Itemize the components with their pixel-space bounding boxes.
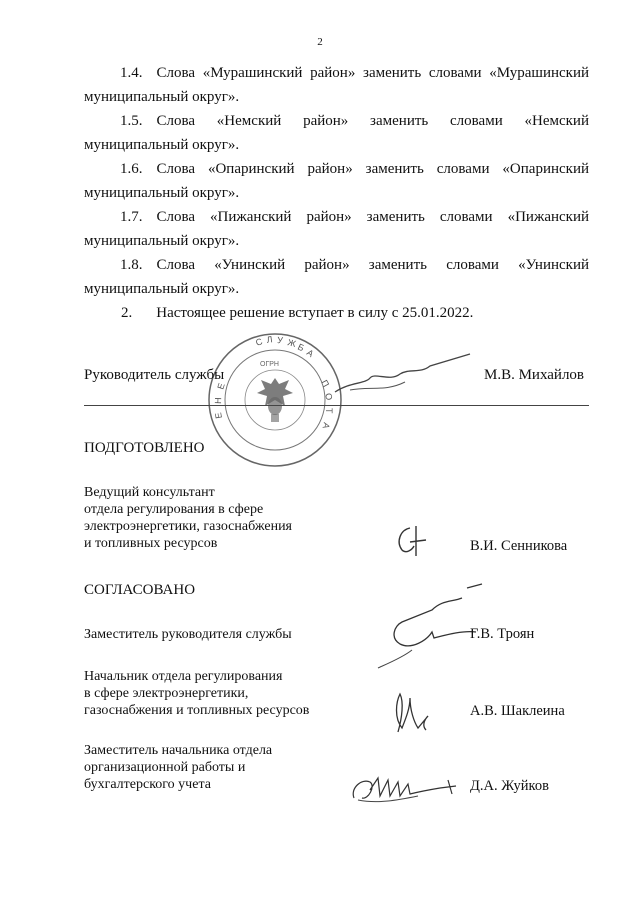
svg-text:Е: Е xyxy=(215,381,227,391)
svg-text:У: У xyxy=(276,335,284,346)
item-text-line2: муниципальный округ». xyxy=(84,185,240,201)
item-text-line1: Слова «Мурашинский район» заменить словами «Мурашинский xyxy=(156,65,589,81)
agreed-heading: СОГЛАСОВАНО xyxy=(84,582,196,598)
list-item xyxy=(84,113,589,130)
item-text-line1: Слова «Опаринский район» заменить словами «Опаринский xyxy=(156,161,589,177)
svg-text:Т: Т xyxy=(324,408,334,414)
item-number: 2. xyxy=(121,305,133,321)
role-line: бухгалтерского учета xyxy=(84,777,211,792)
prepared-signature xyxy=(392,520,432,560)
page-number: 2 xyxy=(317,36,323,48)
role-line: и топливных ресурсов xyxy=(84,536,218,551)
role-line: в сфере электроэнергетики, xyxy=(84,686,249,701)
item-number: 1.4. xyxy=(120,65,143,81)
svg-text:Е: Е xyxy=(213,411,224,420)
agreed-signature-2 xyxy=(388,688,438,738)
divider xyxy=(84,405,589,406)
agreed-signature-1 xyxy=(372,580,482,670)
item-text-line1: Слова «Пижанский район» заменить словами «Пижанский xyxy=(156,209,589,225)
item-text-line2: муниципальный округ». xyxy=(84,233,240,249)
head-role: Руководитель службы xyxy=(84,367,225,383)
item-text-line2: муниципальный округ». xyxy=(84,89,240,105)
list-item xyxy=(84,257,589,274)
list-item xyxy=(84,161,589,178)
item-number: 1.7. xyxy=(120,209,143,225)
prepared-heading: ПОДГОТОВЛЕНО xyxy=(84,440,205,456)
official-seal xyxy=(205,330,345,470)
item-text-line2: муниципальный округ». xyxy=(84,281,240,297)
list-item xyxy=(84,65,589,82)
role-line: Ведущий консультант xyxy=(84,485,215,500)
list-item xyxy=(84,209,589,226)
svg-text:Н: Н xyxy=(213,397,224,405)
svg-text:ОГРН: ОГРН xyxy=(260,361,279,368)
svg-text:П: П xyxy=(319,378,332,389)
role-line: организационной работы и xyxy=(84,760,246,775)
item-text-line1: Слова «Немский район» заменить словами «Немский xyxy=(156,113,589,129)
role-line: Начальник отдела регулирования xyxy=(84,669,283,684)
agreed-role-1 xyxy=(84,626,292,643)
prepared-name: В.И. Сенникова xyxy=(470,538,568,554)
item-number: 1.5. xyxy=(120,113,143,129)
role-line: Заместитель начальника отдела xyxy=(84,743,273,758)
item-text-line1: Слова «Унинский район» заменить словами «Унинский xyxy=(156,257,589,273)
svg-text:Ж: Ж xyxy=(286,337,298,349)
role-line: отдела регулирования в сфере xyxy=(84,502,264,517)
svg-text:Б: Б xyxy=(296,341,306,354)
head-name: М.В. Михайлов xyxy=(484,367,585,383)
item-number: 1.6. xyxy=(120,161,143,177)
item-text-line2: муниципальный округ». xyxy=(84,137,240,153)
svg-text:О: О xyxy=(323,392,335,402)
role-line: Заместитель руководителя службы xyxy=(84,627,292,642)
svg-text:А: А xyxy=(304,347,316,360)
svg-text:С: С xyxy=(254,336,264,348)
agreed-role-2 xyxy=(84,668,309,719)
head-signature xyxy=(330,352,480,402)
role-line: газоснабжения и топливных ресурсов xyxy=(84,703,310,718)
prepared-role xyxy=(84,484,292,552)
svg-text:Л: Л xyxy=(265,334,274,345)
item-2 xyxy=(121,305,473,322)
role-line: электроэнергетики, газоснабжения xyxy=(84,519,292,534)
agreed-name-1: Г.В. Троян xyxy=(470,626,535,642)
agreed-name-3: Д.А. Жуйков xyxy=(470,778,549,794)
item-text: Настоящее решение вступает в силу с 25.01.2022. xyxy=(156,305,474,321)
agreed-signature-3 xyxy=(348,770,468,810)
agreed-name-2: А.В. Шаклеина xyxy=(470,703,565,719)
svg-text:А: А xyxy=(320,421,332,430)
agreed-role-3 xyxy=(84,742,272,793)
item-number: 1.8. xyxy=(120,257,143,273)
